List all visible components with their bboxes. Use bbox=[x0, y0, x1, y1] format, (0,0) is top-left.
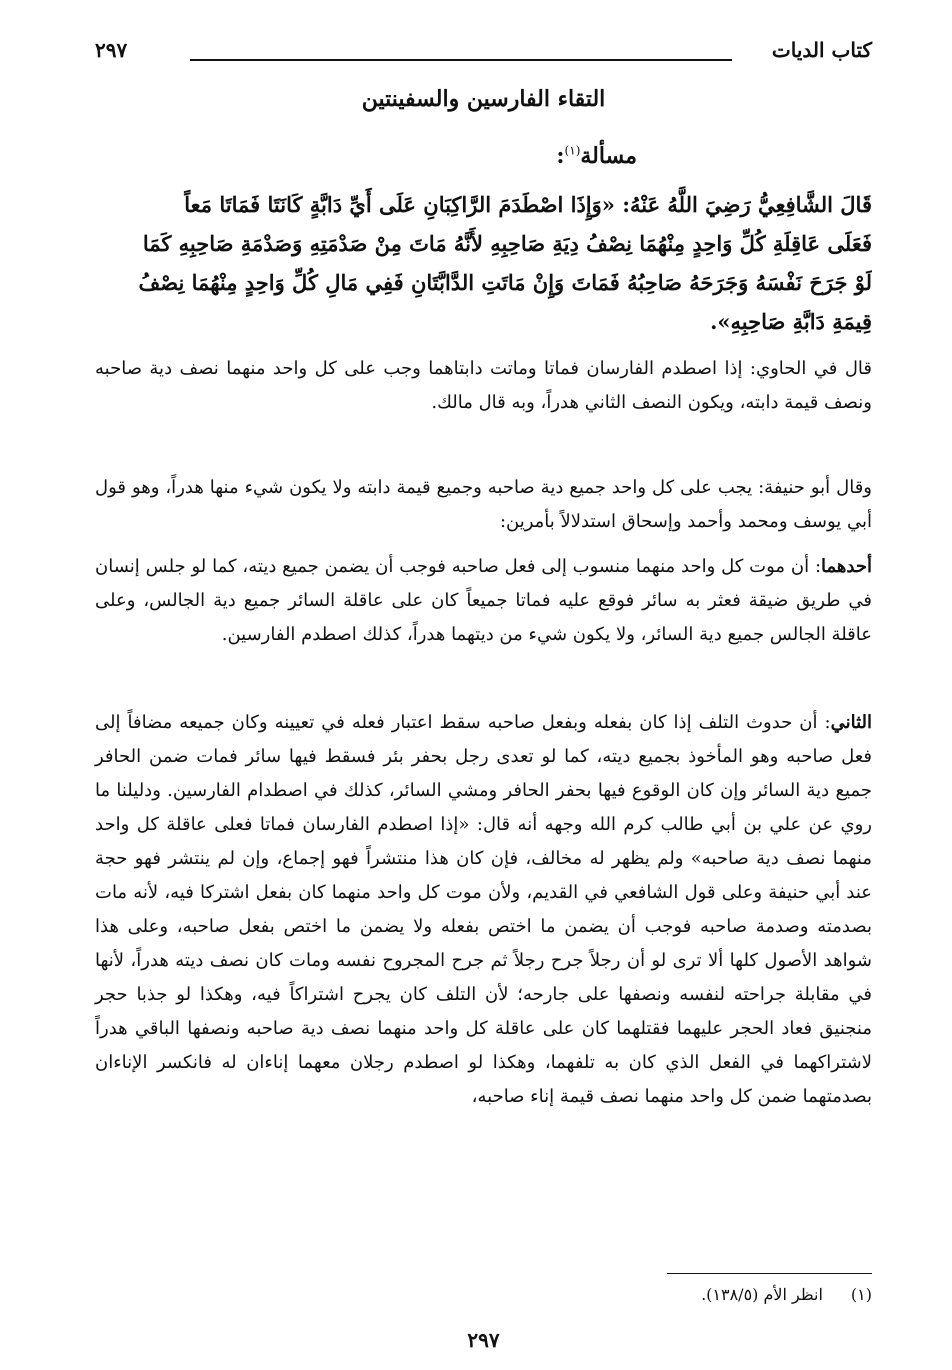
paragraph-second-argument bbox=[95, 706, 872, 1114]
paragraph-text bbox=[95, 706, 872, 1114]
second-text: : أن حدوث التلف إذا كان بفعله وبفعل صاحبه سقط اعتبار فعله في تعيينه وكان جميعه مضافاً إلى فعل صاحبه وهو المأخوذ بجميع ديته، كما لو تعدى رجل بحفر بئر فسقط فيها سائر فمات ضمن الحافر جميع دية السائر وإن كان الوقوع فيها بحفر الحافر ومشي السائر، كذلك في اصطدام الفارسين. ودليلنا ما روي عن علي بن أبي طالب كرم الله وجهه أنه قال: «إذا اصطدم الفارسان فماتا فعلى عاقلة كل واحد منهما نصف دية صاحبه» ولم يظهر له مخالف، فإن كان هذا منتشراً فهو إجماع، وإن لم ينتشر فهو حجة عند أبي حنيفة وعلى قول الشافعي في القديم، ولأن موت كل واحد منهما كان بفعل اشتركا فيه، لأنه مات بصدمته وصدمة صاحبه فوجب أن يضمن ما اختص بفعله ولا يضمن ما اختص بفعل صاحبه، وعلى هذا شواهد الأصول كلها ألا ترى لو أن رجلاً جرح رجلاً ثم جرح المجروح نفسه ومات كان نصف ديته هدراً، لأنها في مقابلة جراحته لنفسه ونصفها على جارحه؛ لأن التلف كان يجرح اشتراكاً فيه، وهكذا لو جذبا حجر منجنيق فعاد الحجر عليهما فقتلهما كان على عاقلة كل واحد منهما نصف دية صاحبه ونصفها الباقي هدراً لاشتراكهما في الفعل الذي كان به تلفهما، وهكذا لو اصطدم رجلان معهما إناءان له فانكسر الإناءان بصدمتهما ضمن كل واحد منهما نصف قيمة إناء صاحبه، bbox=[95, 712, 872, 1107]
page-number: ٢٩٧ bbox=[467, 1328, 500, 1352]
quote-line: فَعَلَى عَاقِلَةِ كُلِّ وَاحِدٍ مِنْهُمَا نِصْفُ دِيَةِ صَاحِبِهِ لأَنَّهُ مَاتَ مِنْ صَدْمَتِهِ وَصَدْمَةِ صَاحِبِهِ كَمَا bbox=[142, 231, 872, 256]
book-page bbox=[95, 0, 872, 1370]
header-rule bbox=[190, 59, 732, 61]
quote-line: قِيمَةِ دَابَّةِ صَاحِبِهِ». bbox=[710, 309, 872, 334]
second-label: الثاني bbox=[830, 712, 872, 733]
footnote-rule bbox=[667, 1273, 872, 1274]
section-title: التقاء الفارسين والسفينتين bbox=[361, 86, 606, 112]
quote-line: لَوْ جَرَحَ نَفْسَهُ وَجَرَحَهُ صَاحِبُهُ فَمَاتَ وَإِنْ مَاتَتِ الدَّابَّتَانِ فَفِي مَالِ كُلِّ وَاحِدٍ مِنْهُمَا نِصْفُ bbox=[138, 270, 872, 295]
quote-line: قَالَ الشَّافِعِيُّ رَضِيَ اللَّهُ عَنْهُ: «وَإِذَا اصْطَدَمَ الرَّاكِبَانِ عَلَى أَيِّ دَابَّةٍ كَانَتَا فَمَاتَا مَعاً bbox=[184, 192, 872, 217]
paragraph-text bbox=[95, 550, 872, 652]
paragraph-text: قال في الحاوي: إذا اصطدم الفارسان فماتا وماتت دابتاهما وجب على كل واحد منهما نصف دية صاحبه ونصف قيمة دابته، ويكون النصف الثاني هدراً، وبه قال مالك. bbox=[95, 358, 872, 413]
shafii-quote bbox=[95, 185, 872, 341]
running-header bbox=[95, 38, 872, 78]
footnote-ref[interactable]: (١) bbox=[564, 143, 581, 158]
header-page-number: ٢٩٧ bbox=[95, 38, 128, 62]
paragraph-text: وقال أبو حنيفة: يجب على كل واحد جميع دية صاحبه وجميع قيمة دابته ولا يكون شيء منها هدراً، وهو قول أبي يوسف ومحمد وأحمد وإسحاق استدلالاً بأمرين: bbox=[95, 477, 872, 532]
masala-label: مسألة bbox=[580, 143, 637, 169]
first-text: : أن موت كل واحد منهما منسوب إلى فعل صاحبه فوجب أن يضمن جميع ديته، كما لو جلس إنسان في طريق ضيقة فعثر به سائر فوقع عليه فماتا جميعاً كان على عاقلة السائر جميع دية الجالس، وعلى عاقلة الجالس جميع دية السائر، ولا يكون شيء من ديتهما هدراً، كذلك اصطدم الفارسين. bbox=[95, 556, 872, 645]
paragraph-hawi bbox=[95, 352, 872, 420]
paragraph-first-argument bbox=[95, 550, 872, 652]
footnote bbox=[701, 1285, 872, 1304]
paragraph-abu-hanifa bbox=[95, 471, 872, 539]
masala-heading bbox=[556, 143, 637, 169]
masala-colon: : bbox=[556, 143, 565, 169]
footnote-text: انظر الأم (١٣٨/٥). bbox=[701, 1285, 823, 1304]
footnote-number: (١) bbox=[850, 1285, 872, 1304]
book-title: كتاب الديات bbox=[771, 38, 872, 62]
first-label: أحدهما bbox=[821, 556, 872, 577]
